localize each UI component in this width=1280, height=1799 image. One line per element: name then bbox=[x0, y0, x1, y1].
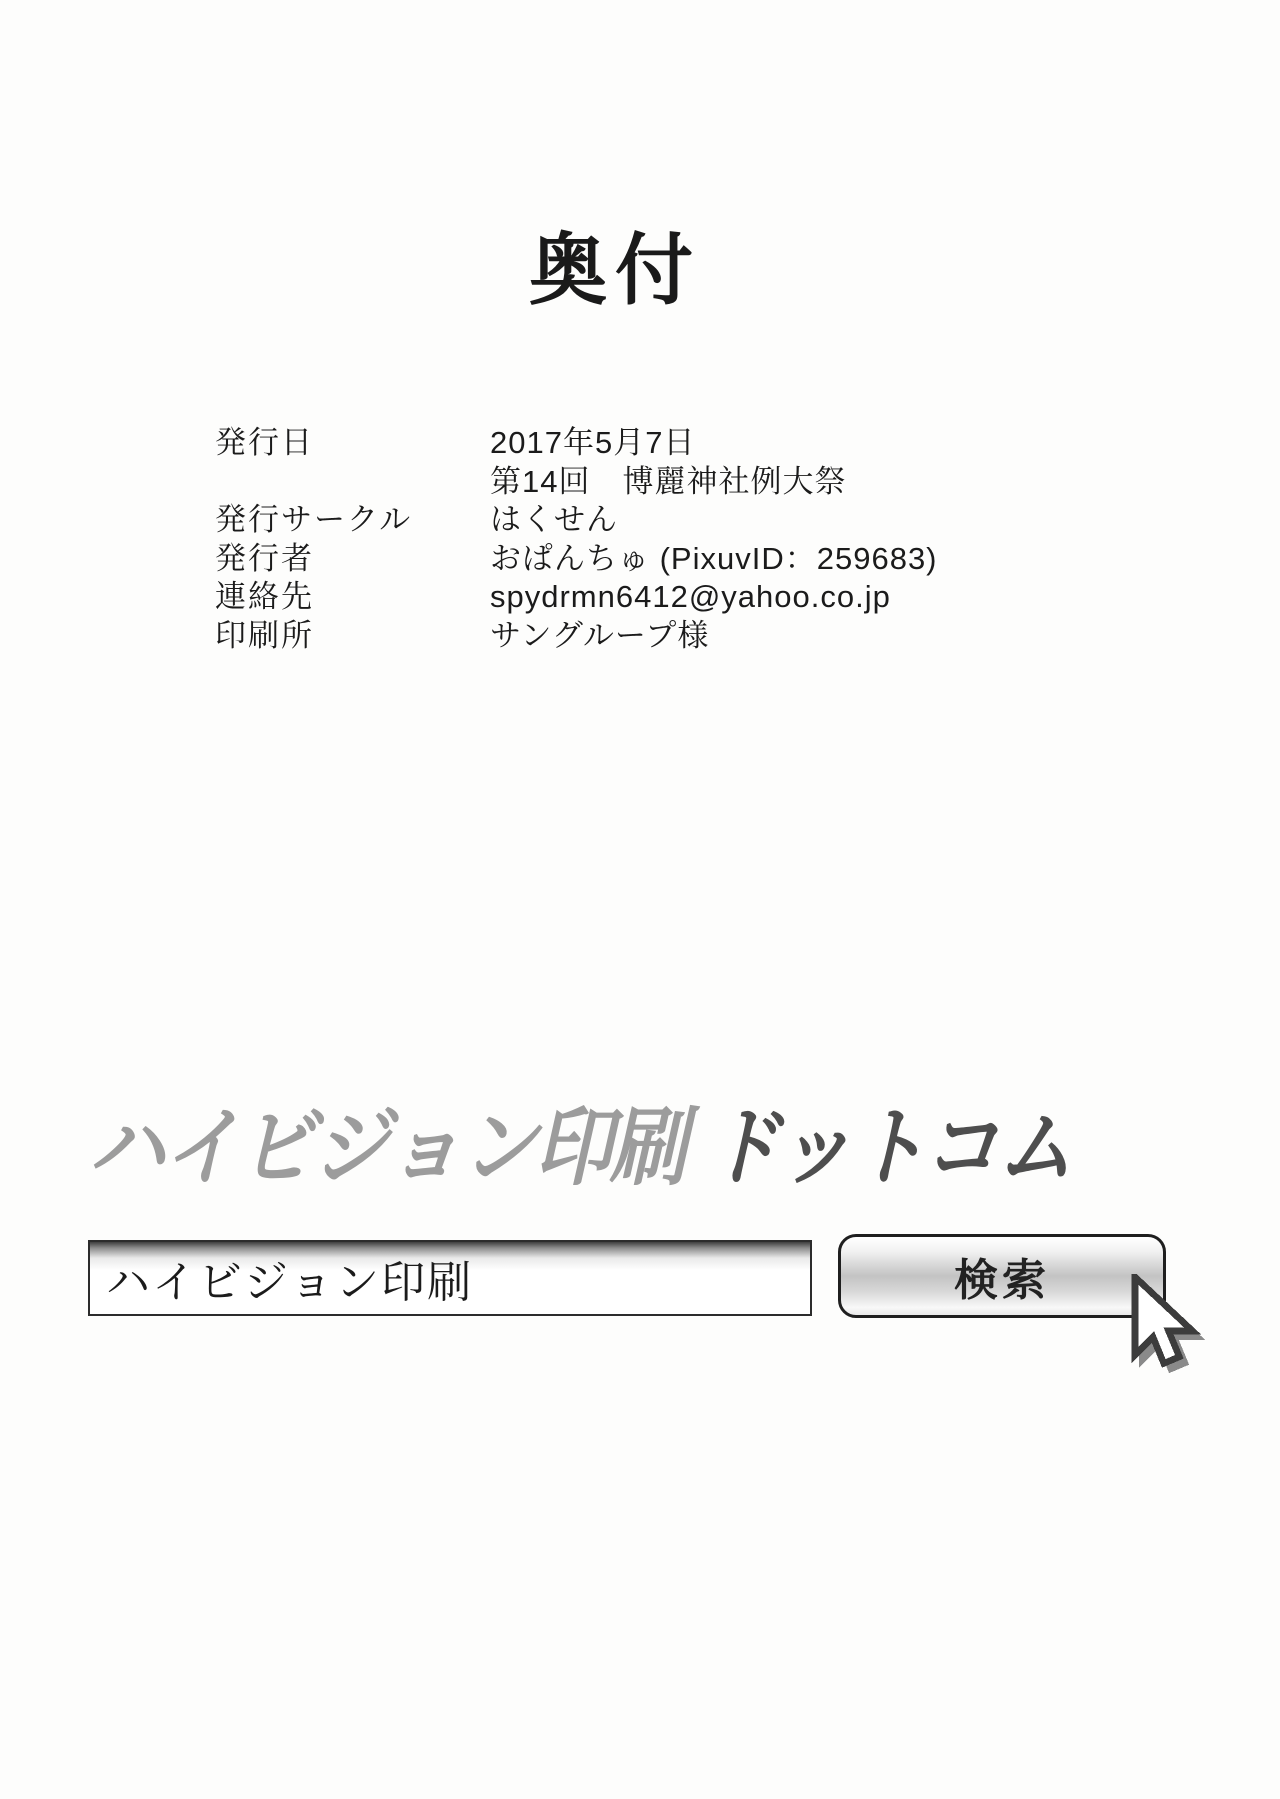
table-row bbox=[215, 617, 938, 656]
row-value: 第14回 博麗神社例大祭 bbox=[490, 463, 847, 499]
row-label: 印刷所 bbox=[215, 617, 314, 653]
table-row bbox=[215, 578, 938, 617]
colophon-table bbox=[215, 424, 938, 655]
row-label: 発行サークル bbox=[215, 502, 413, 537]
printer-logo-dotcom: ドットコム bbox=[703, 1100, 1072, 1196]
row-value: 2017年5月7日 bbox=[490, 425, 696, 460]
table-row bbox=[215, 463, 938, 502]
page-title: 奥付 bbox=[528, 226, 701, 314]
row-label: 発行日 bbox=[215, 425, 314, 460]
search-button[interactable]: 検索 bbox=[838, 1234, 1166, 1318]
table-row bbox=[215, 501, 938, 540]
mouse-cursor-icon bbox=[1124, 1274, 1206, 1376]
table-row bbox=[215, 540, 938, 579]
row-label: 発行者 bbox=[215, 540, 314, 576]
row-value: はくせん bbox=[490, 502, 618, 537]
row-label bbox=[215, 463, 490, 502]
table-row bbox=[215, 424, 938, 463]
row-value: サングループ様 bbox=[490, 617, 710, 653]
search-input[interactable]: ハイビジョン印刷 bbox=[88, 1240, 812, 1316]
printer-logo-name: ハイビジョン印刷 bbox=[88, 1100, 685, 1196]
row-label: 連絡先 bbox=[215, 579, 314, 614]
row-value: おぱんちゅ (PixuvID：259683) bbox=[490, 540, 938, 576]
row-value: spydrmn6412@yahoo.co.jp bbox=[490, 579, 891, 614]
printer-logo bbox=[88, 1078, 1071, 1202]
